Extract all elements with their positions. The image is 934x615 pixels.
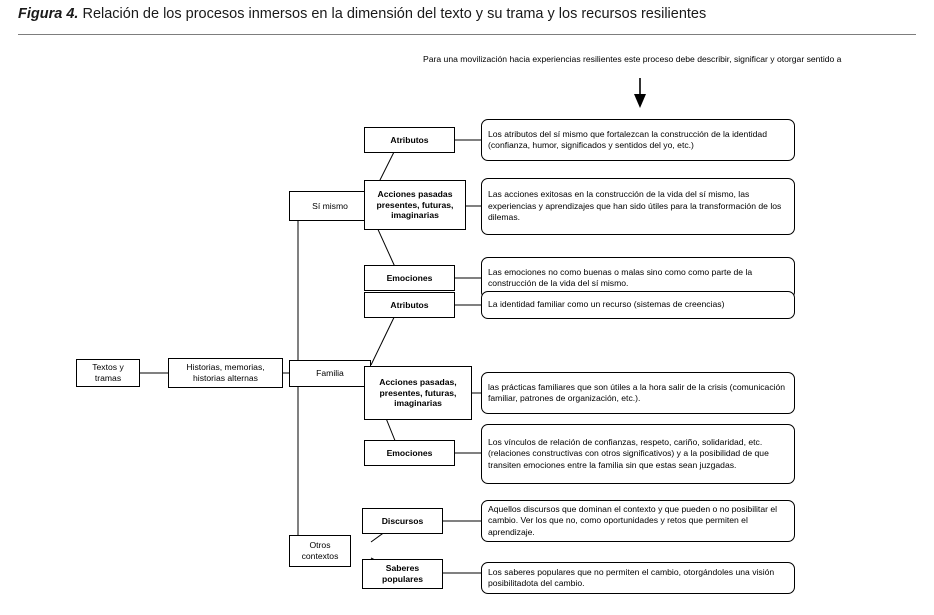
body-si-mismo-emociones: Las emociones no como buenas o malas sino como como parte de la construcción de la vida del sí mismo. (481, 257, 795, 299)
branch-si-mismo: Sí mismo (289, 191, 371, 221)
body-si-mismo-atributos: Los atributos del sí mismo que fortalezcan la construcción de la identidad (confianza, humor, significados y sentidos del yo, etc.) (481, 119, 795, 161)
figure-caption-text: Relación de los procesos inmersos en la dimensión del texto y su trama y los recursos resilientes (78, 6, 707, 22)
figure-label: Figura 4. (18, 6, 79, 22)
body-otros-discursos: Aquellos discursos que dominan el contexto y que pueden o no posibilitar el cambio. Ver los que no, como oportunidades y retos que permiten el aprendizaje. (481, 500, 795, 542)
body-familia-acciones: las prácticas familiares que son útiles a la hora salir de la crisis (comunicación familiar, patrones de organización, etc.). (481, 372, 795, 414)
diagram-canvas (0, 38, 934, 613)
label-otros-saberes: Saberes populares (362, 559, 443, 589)
label-familia-emociones: Emociones (364, 440, 455, 466)
label-si-mismo-atributos: Atributos (364, 127, 455, 153)
node-level2: Historias, memorias, historias alternas (168, 358, 283, 388)
label-familia-acciones: Acciones pasadas, presentes, futuras, imaginarias (364, 366, 472, 420)
body-si-mismo-acciones: Las acciones exitosas en la construcción de la vida del sí mismo, las experiencias y aprendizajes que han sido útiles para la transformación de los dilemas. (481, 178, 795, 235)
node-root: Textos y tramas (76, 359, 140, 387)
label-si-mismo-acciones: Acciones pasadas presentes, futuras, imaginarias (364, 180, 466, 230)
body-familia-atributos: La identidad familiar como un recurso (sistemas de creencias) (481, 291, 795, 319)
caption-divider (18, 34, 916, 35)
branch-otros-contextos: Otros contextos (289, 535, 351, 567)
annotation-text: Para una movilización hacia experiencias resilientes este proceso debe describir, significar y otorgar sentido a (423, 54, 842, 64)
label-si-mismo-emociones: Emociones (364, 265, 455, 291)
body-familia-emociones: Los vínculos de relación de confianzas, respeto, cariño, solidaridad, etc. (relaciones constructivas con otros significativos) y a la posibilidad de que transiten emociones entre la familia sin que estas sean juzgadas. (481, 424, 795, 484)
figure-caption (18, 6, 918, 22)
body-otros-saberes: Los saberes populares que no permiten el cambio, otorgándoles una visión posibilitadota del cambio. (481, 562, 795, 594)
label-familia-atributos: Atributos (364, 292, 455, 318)
label-otros-discursos: Discursos (362, 508, 443, 534)
branch-familia: Familia (289, 360, 371, 387)
